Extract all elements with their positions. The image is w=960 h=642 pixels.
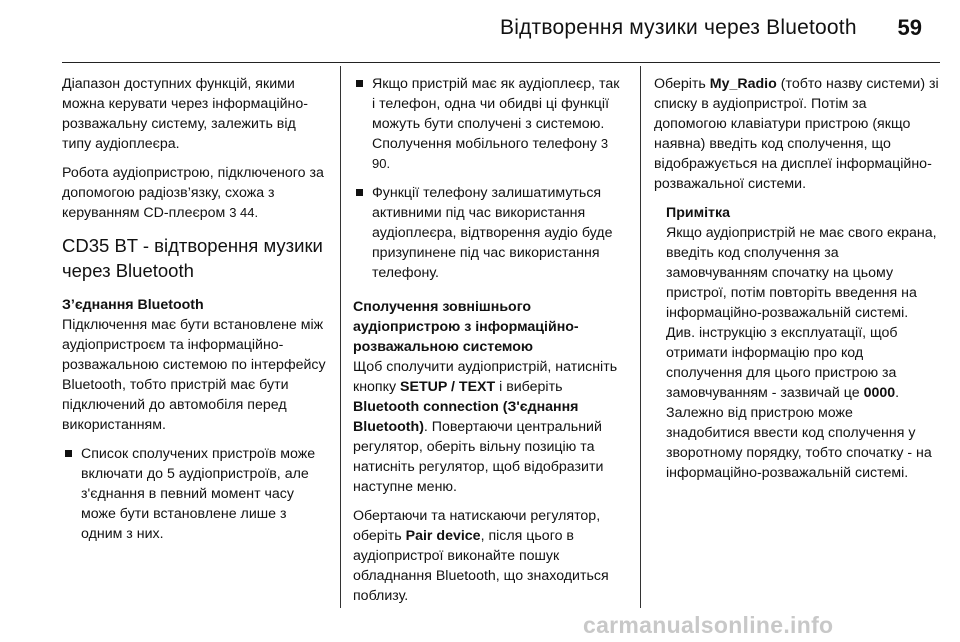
paragraph — [654, 74, 939, 194]
section-heading: CD35 BT - відтворення музики через Bluetooth — [62, 235, 323, 281]
system-name: My_Radio — [709, 76, 777, 92]
bullet-text: Якщо пристрій має як аудіоплеєр, так і телефон, одна чи обидві ці функції можуть бути сполучені з системою. Сполучення мобільного телефону — [372, 76, 620, 152]
header-title: Відтворення музики через Bluetooth — [500, 16, 857, 39]
paragraph-text: . Повертаючи центральний регулятор, оберіть вільну позицію та натисніть регулятор, щоб відобразити наступне меню. — [353, 419, 604, 495]
paragraph-text: (тобто назву системи) зі списку в аудіопристрої. Потім за допомогою клавіатури пристрою (якщо наявна) введіть код сполучення, що відображується на дисплеї інформаційно-розважальної системи. — [654, 76, 939, 192]
page-reference: 3 44. — [229, 205, 259, 220]
paragraph-text: і виберіть — [499, 379, 563, 395]
watermark: carmanualsonline.info — [583, 612, 834, 638]
default-code: 0000 — [863, 385, 896, 401]
paragraph-text: Підключення має бути встановлене між аудіопристроєм та інформаційно-розважальною системою по інтерфейсу Bluetooth, тобто пристрій має бути підключений до автомобіля перед використанням. — [62, 317, 326, 433]
subheading: З’єднання Bluetooth — [62, 297, 204, 313]
paragraph-text: Обертаючи та натискаючи регулятор, оберіть — [353, 508, 601, 544]
button-name: SETUP / TEXT — [400, 379, 496, 395]
note-title: Примітка — [666, 205, 730, 221]
page-reference: 3 90. — [372, 136, 609, 171]
page-header — [0, 0, 960, 62]
bullet-square-icon — [356, 189, 363, 196]
bullet-item — [353, 74, 625, 174]
page-number: 59 — [897, 15, 922, 40]
paragraph: Діапазон доступних функцій, якими можна керувати через інформаційно-розважальну систему, залежить від типу аудіоплеєра. — [62, 76, 308, 152]
subheading: Сполучення зовнішнього аудіопристрою з інформаційно-розважальною системою — [353, 299, 579, 355]
bullet-item — [353, 183, 625, 283]
bullet-text: Список сполучених пристроїв може включати до 5 аудіопристроїв, але з'єднання в певний момент часу може бути встановлене лише з одним з них. — [81, 446, 316, 542]
header-rule — [62, 62, 940, 63]
paragraph-text: Робота аудіопристрою, підключеного за допомогою радіозв’язку, схожа з керуванням CD-плеєром — [62, 165, 324, 221]
paragraph — [62, 295, 328, 435]
note-text: . Залежно від пристрою може знадобитися ввести код сполучення у зворотному порядку, тобто спочатку - на інформаційно-розважальній системі. — [666, 385, 932, 481]
bullet-item — [62, 444, 328, 544]
column-divider-2 — [640, 66, 641, 608]
column-3 — [654, 74, 939, 483]
paragraph — [353, 506, 625, 606]
menu-item-name: Pair device — [405, 528, 481, 544]
column-2 — [353, 74, 625, 615]
paragraph-text: Оберіть — [654, 76, 706, 92]
note-box — [654, 203, 939, 483]
paragraph-text: , після цього в аудіопристрої виконайте пошук обладнання Bluetooth, що знаходиться поблизу. — [353, 528, 609, 604]
menu-item-name: Bluetooth connection (З'єднання Bluetooth) — [353, 399, 579, 435]
bullet-square-icon — [65, 450, 72, 457]
note-text: Якщо аудіопристрій не має свого екрана, введіть код сполучення за замовчуванням спочатку на цьому пристрої, потім повторіть введення на інформаційно-розважальній системі. Див. інструкцію з експлуатації, щоб отримати інформацію про код сполучення для цього пристрою за замовчуванням - зазвичай це — [666, 225, 937, 401]
paragraph-text: Щоб сполучити аудіопристрій, натисніть кнопку — [353, 359, 618, 395]
bullet-text: Функції телефону залишатимуться активними під час використання аудіоплеєра, відтворення аудіо буде призупинене під час використання телефону. — [372, 185, 613, 281]
bullet-square-icon — [356, 80, 363, 87]
paragraph — [353, 297, 625, 497]
column-1 — [62, 74, 328, 553]
paragraph — [62, 163, 328, 223]
column-divider-1 — [340, 66, 341, 608]
